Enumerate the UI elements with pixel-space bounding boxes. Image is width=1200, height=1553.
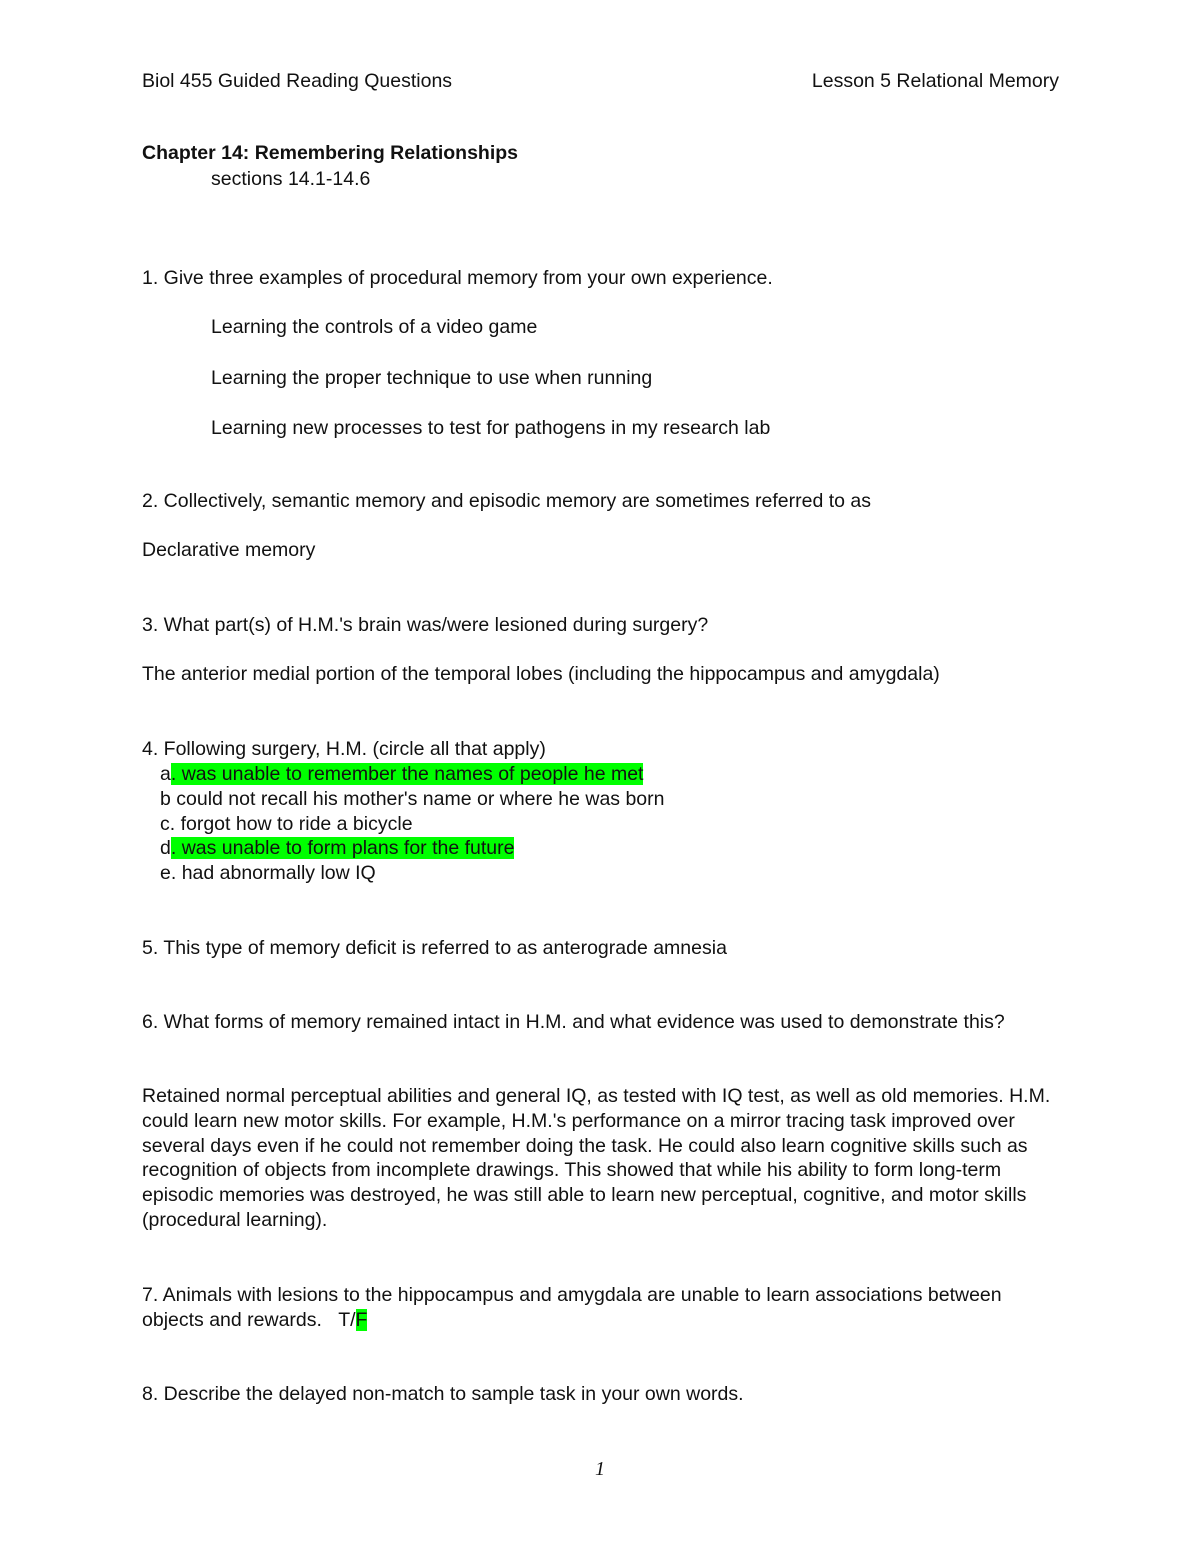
option-e (160, 861, 376, 886)
page-number: 1 (595, 1458, 605, 1480)
option-text: . had abnormally low IQ (170, 862, 376, 884)
question-8: 8. Describe the delayed non-match to sample task in your own words. (142, 1383, 744, 1405)
question-4: 4. Following surgery, H.M. (circle all that apply) (142, 738, 546, 760)
header-course-title: Biol 455 Guided Reading Questions (142, 70, 453, 92)
option-a (160, 762, 643, 787)
tf-label: T/ (338, 1308, 356, 1331)
question-6: 6. What forms of memory remained intact in H.M. and what evidence was used to demonstrate this? (142, 1011, 1005, 1033)
question-7 (142, 1283, 1062, 1333)
chapter-sections: sections 14.1-14.6 (211, 168, 371, 190)
answer-6: Retained normal perceptual abilities and general IQ, as tested with IQ test, as well as old memories. H.M. could learn new motor skills. For example, H.M.'s performance on a mirror tracing task improved over several days even if he could not remember doing the task. He could also learn cognitive skills such as recognition of objects from incomplete drawings. This showed that while his ability to form long-term episodic memories was destroyed, he was still able to learn new perceptual, cognitive, and motor skills (procedural learning). (142, 1085, 1051, 1231)
answer-3: The anterior medial portion of the temporal lobes (including the hippocampus and amygdala) (142, 663, 940, 685)
header-lesson-title: Lesson 5 Relational Memory (811, 70, 1059, 92)
option-d (160, 836, 514, 861)
option-text-highlighted: . was unable to remember the names of people he met (170, 763, 644, 785)
answer-2: Declarative memory (142, 539, 316, 561)
option-b (160, 787, 665, 812)
question-2: 2. Collectively, semantic memory and episodic memory are sometimes referred to as (142, 490, 871, 512)
answer-1-item: Learning new processes to test for pathogens in my research lab (211, 417, 771, 439)
option-letter: d (160, 837, 171, 859)
question-5: 5. This type of memory deficit is referred to as anterograde amnesia (142, 937, 727, 959)
option-letter: a (160, 763, 171, 785)
answer-1-item: Learning the proper technique to use when running (211, 367, 653, 389)
tf-answer-highlighted: F (355, 1308, 368, 1331)
option-letter: e (160, 862, 171, 884)
chapter-title: Chapter 14: Remembering Relationships (142, 142, 519, 164)
question-7-text: 7. Animals with lesions to the hippocampus and amygdala are unable to learn associations between objects and rewards. (142, 1284, 1002, 1331)
question-3: 3. What part(s) of H.M.'s brain was/were lesioned during surgery? (142, 614, 709, 636)
option-letter: c (160, 813, 170, 835)
option-text-highlighted: . was unable to form plans for the future (170, 837, 515, 859)
option-c (160, 812, 413, 837)
option-letter: b (160, 788, 171, 810)
option-text: could not recall his mother's name or where he was born (170, 788, 665, 810)
question-1: 1. Give three examples of procedural memory from your own experience. (142, 267, 773, 289)
option-text: . forgot how to ride a bicycle (169, 813, 413, 835)
answer-1-item: Learning the controls of a video game (211, 316, 538, 338)
